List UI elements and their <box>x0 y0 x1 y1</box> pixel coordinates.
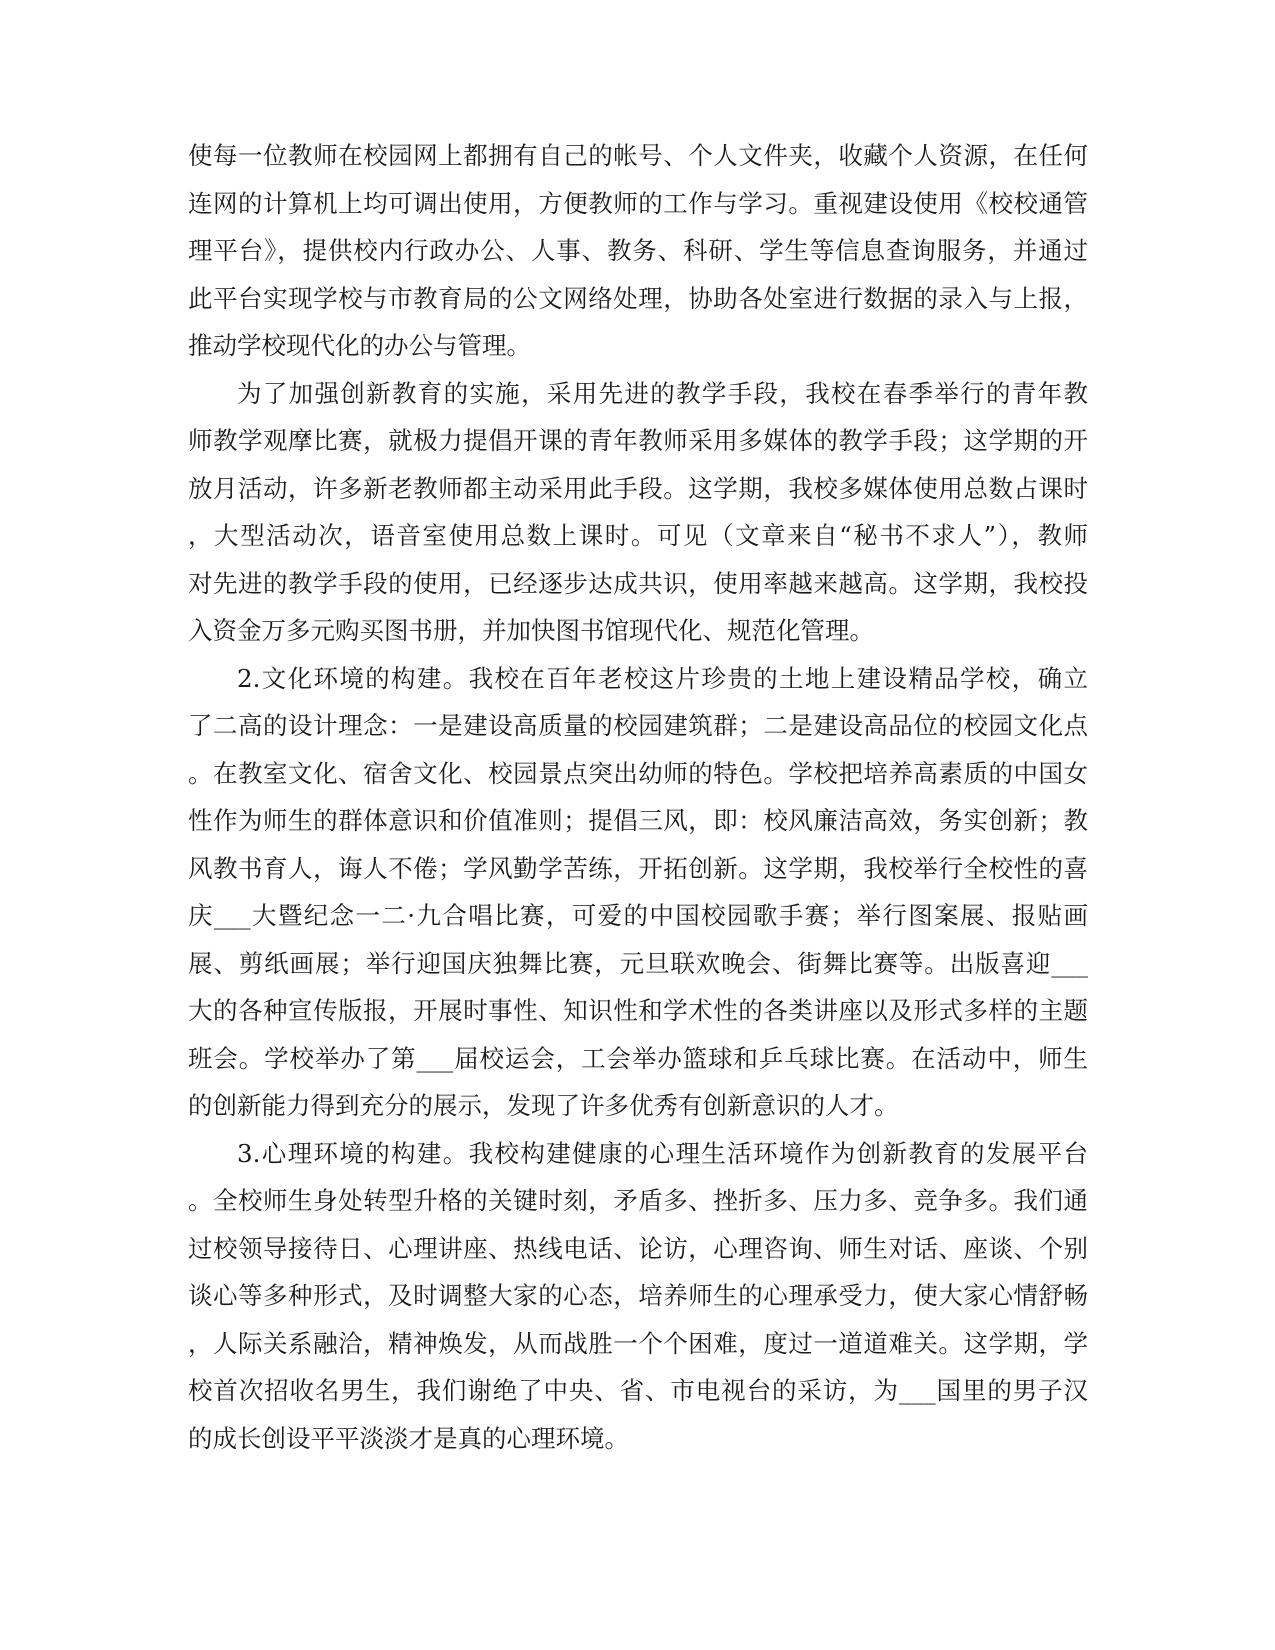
text-line: 展、剪纸画展；举行迎国庆独舞比赛，元旦联欢晚会、街舞比赛等。出版喜迎___ <box>188 948 1088 978</box>
text-line: 为了加强创新教育的实施，采用先进的教学手段，我校在春季举行的青年教 <box>237 378 1088 408</box>
text-line: ，大型活动次，语音室使用总数上课时。可见（文章来自“秘书不求人”），教师 <box>188 521 1088 550</box>
text-line: 推动学校现代化的办公与管理。 <box>188 331 531 360</box>
text-line: 3.心理环境的构建。我校构建健康的心理生活环境作为创新教育的发展平台 <box>237 1138 1088 1168</box>
text-line: 性作为师生的群体意识和价值准则；提倡三风，即：校风廉洁高效，务实创新；教 <box>188 806 1088 835</box>
text-line: 的创新能力得到充分的展示，发现了许多优秀有创新意识的人才。 <box>188 1091 899 1120</box>
text-line: 的成长创设平平淡淡才是真的心理环境。 <box>188 1423 629 1453</box>
text-line: 2.文化环境的构建。我校在百年老校这片珍贵的土地上建设精品学校，确立 <box>237 663 1088 693</box>
text-line: 对先进的教学手段的使用，已经逐步达成共识，使用率越来越高。这学期，我校投 <box>188 568 1088 598</box>
text-line: 放月活动，许多新老教师都主动采用此手段。这学期，我校多媒体使用总数占课时 <box>188 473 1088 503</box>
text-line: 此平台实现学校与市教育局的公文网络处理，协助各处室进行数据的录入与上报， <box>188 283 1088 313</box>
text-line: ，人际关系融洽，精神焕发，从而战胜一个个困难，度过一道道难关。这学期，学 <box>188 1328 1088 1358</box>
text-line: 班会。学校举办了第___届校运会，工会举办篮球和乒乓球比赛。在活动中，师生 <box>188 1043 1088 1073</box>
text-line: 校首次招收名男生，我们谢绝了中央、省、市电视台的采访，为___国里的男子汉 <box>188 1376 1088 1405</box>
text-line: 理平台》，提供校内行政办公、人事、教务、科研、学生等信息查询服务，并通过 <box>188 236 1088 265</box>
text-line: 入资金万多元购买图书册，并加快图书馆现代化、规范化管理。 <box>188 616 874 645</box>
text-line: 大的各种宣传版报，开展时事性、知识性和学术性的各类讲座以及形式多样的主题 <box>188 996 1088 1025</box>
text-line: 。在教室文化、宿舍文化、校园景点突出幼师的特色。学校把培养高素质的中国女 <box>188 758 1088 788</box>
text-line: 了二高的设计理念：一是建设高质量的校园建筑群；二是建设高品位的校园文化点 <box>188 711 1088 740</box>
text-line: 使每一位教师在校园网上都拥有自己的帐号、个人文件夹，收藏个人资源，在任何 <box>188 141 1088 170</box>
text-line: 过校领导接待日、心理讲座、热线电话、论访，心理咨询、师生对话、座谈、个别 <box>188 1233 1088 1263</box>
body-text <box>188 132 1088 1462</box>
text-line: 庆___大暨纪念一二·九合唱比赛，可爱的中国校园歌手赛；举行图案展、报贴画 <box>188 901 1088 930</box>
text-line: 谈心等多种形式，及时调整大家的心态，培养师生的心理承受力，使大家心情舒畅 <box>188 1281 1088 1310</box>
text-line: 风教书育人，诲人不倦；学风勤学苦练，开拓创新。这学期，我校举行全校性的喜 <box>188 853 1088 883</box>
text-line: 师教学观摩比赛，就极力提倡开课的青年教师采用多媒体的教学手段；这学期的开 <box>188 426 1088 455</box>
text-line: 。全校师生身处转型升格的关键时刻，矛盾多、挫折多、压力多、竞争多。我们通 <box>188 1186 1088 1215</box>
text-line: 连网的计算机上均可调出使用，方便教师的工作与学习。重视建设使用《校校通管 <box>188 188 1088 218</box>
